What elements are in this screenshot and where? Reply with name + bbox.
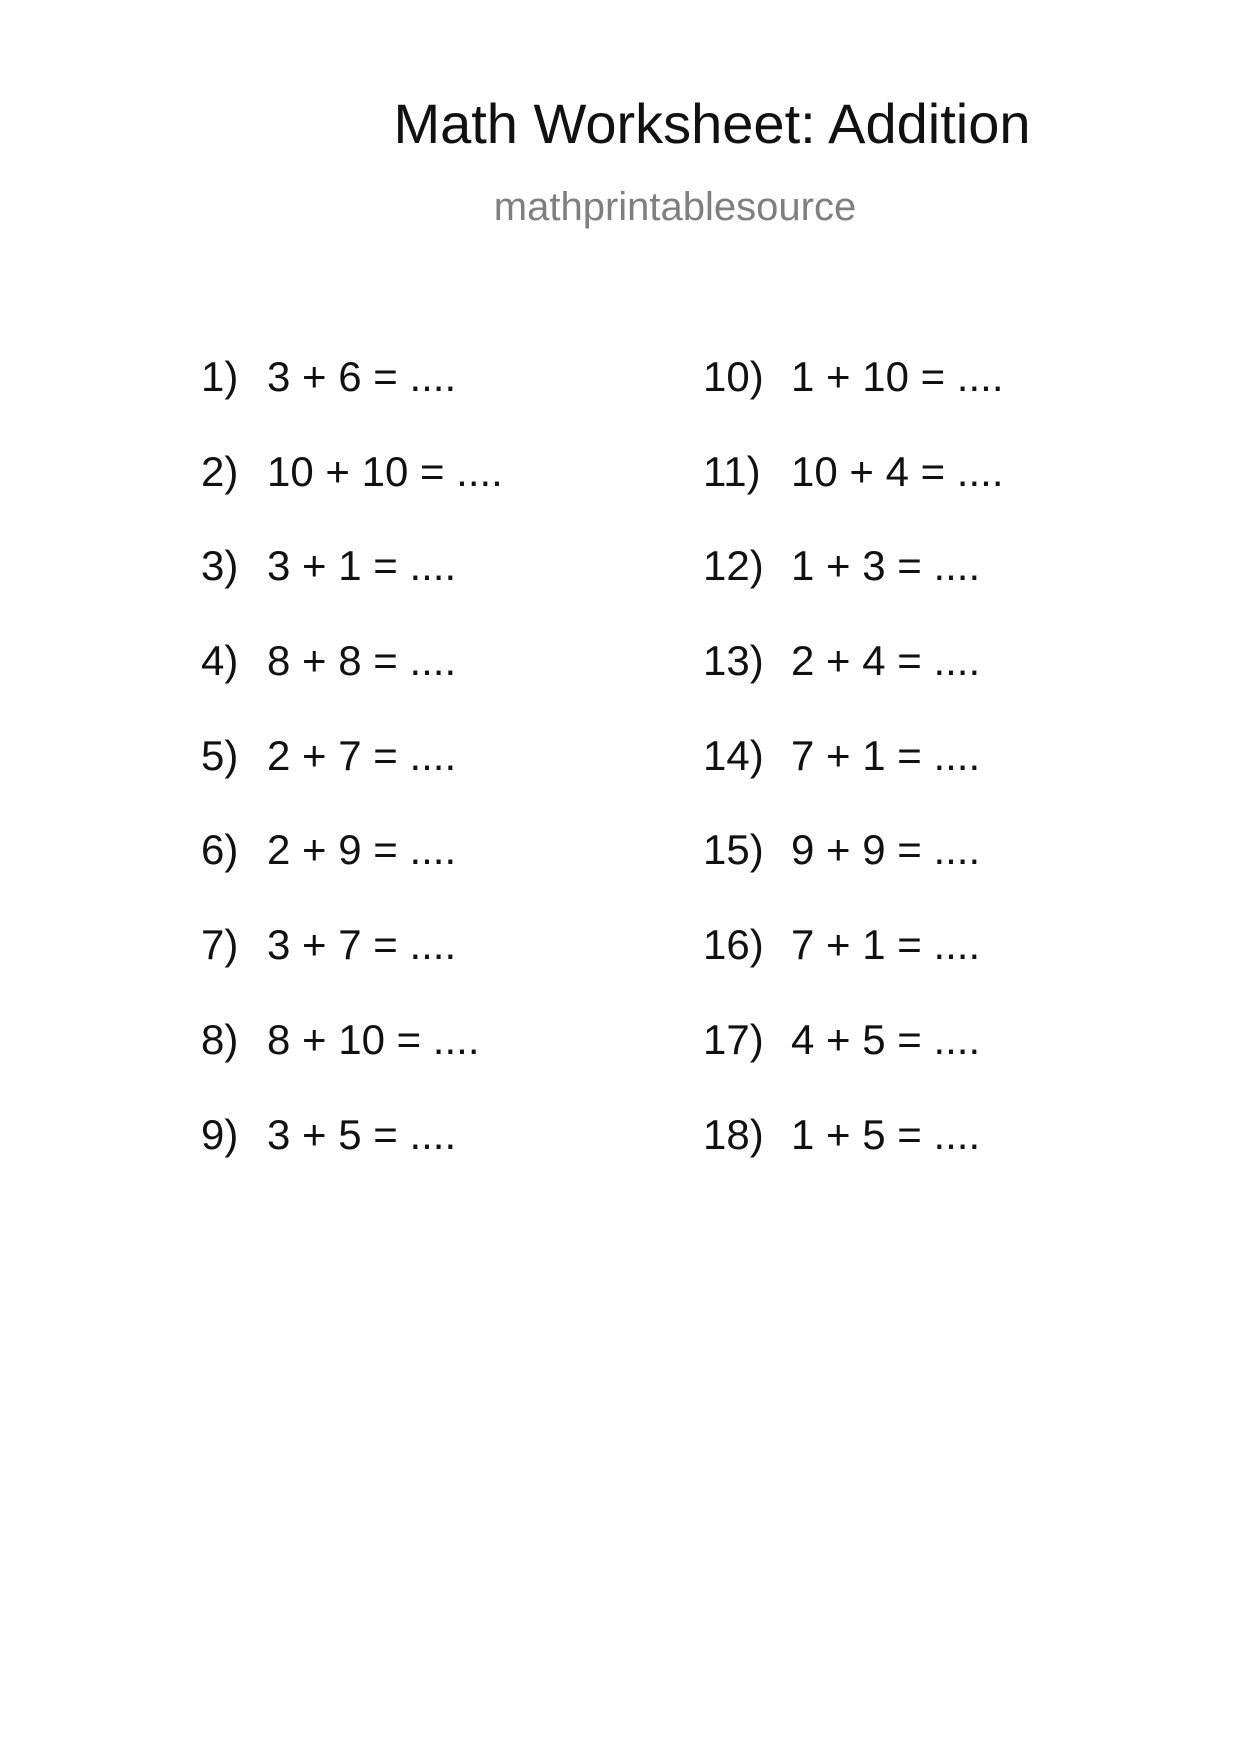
problem-number: 4): [201, 637, 239, 685]
problem-item: [201, 542, 503, 640]
problem-number: 1): [201, 353, 239, 400]
problem-number: 14): [703, 731, 764, 779]
problem-item: [201, 447, 503, 546]
problem-expression: 3 + 6 = ....: [267, 353, 457, 400]
problem-expression: 1 + 10 = ....: [791, 353, 1004, 400]
problem-item: [703, 542, 1003, 640]
problem-number: 12): [703, 542, 764, 590]
problem-item: [201, 353, 503, 451]
problem-expression: 4 + 5 = ....: [791, 1015, 981, 1063]
problem-number: 10): [703, 353, 764, 400]
problem-item: [201, 826, 503, 924]
page-title: Math Worksheet: Addition: [393, 92, 1031, 155]
problem-number: 16): [703, 921, 764, 969]
problem-item: [703, 1110, 1003, 1209]
page-subtitle: mathprintablesource: [493, 185, 857, 229]
problem-expression: 2 + 7 = ....: [267, 731, 457, 779]
problem-number: 13): [703, 637, 764, 685]
problem-item: [201, 1110, 503, 1209]
problem-number: 3): [201, 542, 239, 590]
problem-number: 6): [201, 826, 239, 874]
problem-item: [703, 731, 1003, 830]
problem-item: [201, 1015, 503, 1114]
problem-expression: 3 + 1 = ....: [267, 542, 457, 590]
problem-number: 8): [201, 1015, 239, 1063]
problem-expression: 7 + 1 = ....: [791, 731, 981, 779]
problem-number: 2): [201, 447, 239, 495]
problem-expression: 3 + 5 = ....: [267, 1110, 457, 1158]
problem-expression: 10 + 10 = ....: [267, 447, 503, 495]
problem-expression: 2 + 4 = ....: [791, 637, 981, 685]
problem-column-right: [703, 353, 1004, 1208]
problem-number: 15): [703, 826, 764, 874]
problem-expression: 1 + 5 = ....: [791, 1110, 981, 1158]
problem-item: [201, 637, 503, 735]
problem-expression: 9 + 9 = ....: [791, 826, 981, 874]
problem-number: 9): [201, 1110, 239, 1158]
problem-number: 11): [703, 447, 761, 495]
problem-number: 5): [201, 731, 239, 779]
problem-expression: 2 + 9 = ....: [267, 826, 457, 874]
problem-expression: 8 + 8 = ....: [267, 637, 457, 685]
problem-number: 18): [703, 1110, 764, 1158]
problem-item: [703, 353, 1004, 451]
problem-expression: 8 + 10 = ....: [267, 1015, 480, 1063]
problem-item: [703, 1015, 1003, 1114]
problem-number: 7): [201, 921, 239, 969]
problem-item: [703, 921, 1003, 1019]
problem-item: [201, 921, 503, 1019]
problem-expression: 7 + 1 = ....: [791, 921, 981, 969]
problem-expression: 1 + 3 = ....: [791, 542, 981, 590]
problem-number: 17): [703, 1015, 764, 1063]
problem-item: [703, 637, 1003, 735]
problem-column-left: [201, 353, 503, 1208]
problem-expression: 10 + 4 = ....: [791, 447, 1004, 495]
problem-item: [703, 447, 1004, 546]
problem-item: [201, 731, 503, 830]
problem-expression: 3 + 7 = ....: [267, 921, 457, 969]
problem-item: [703, 826, 1003, 924]
